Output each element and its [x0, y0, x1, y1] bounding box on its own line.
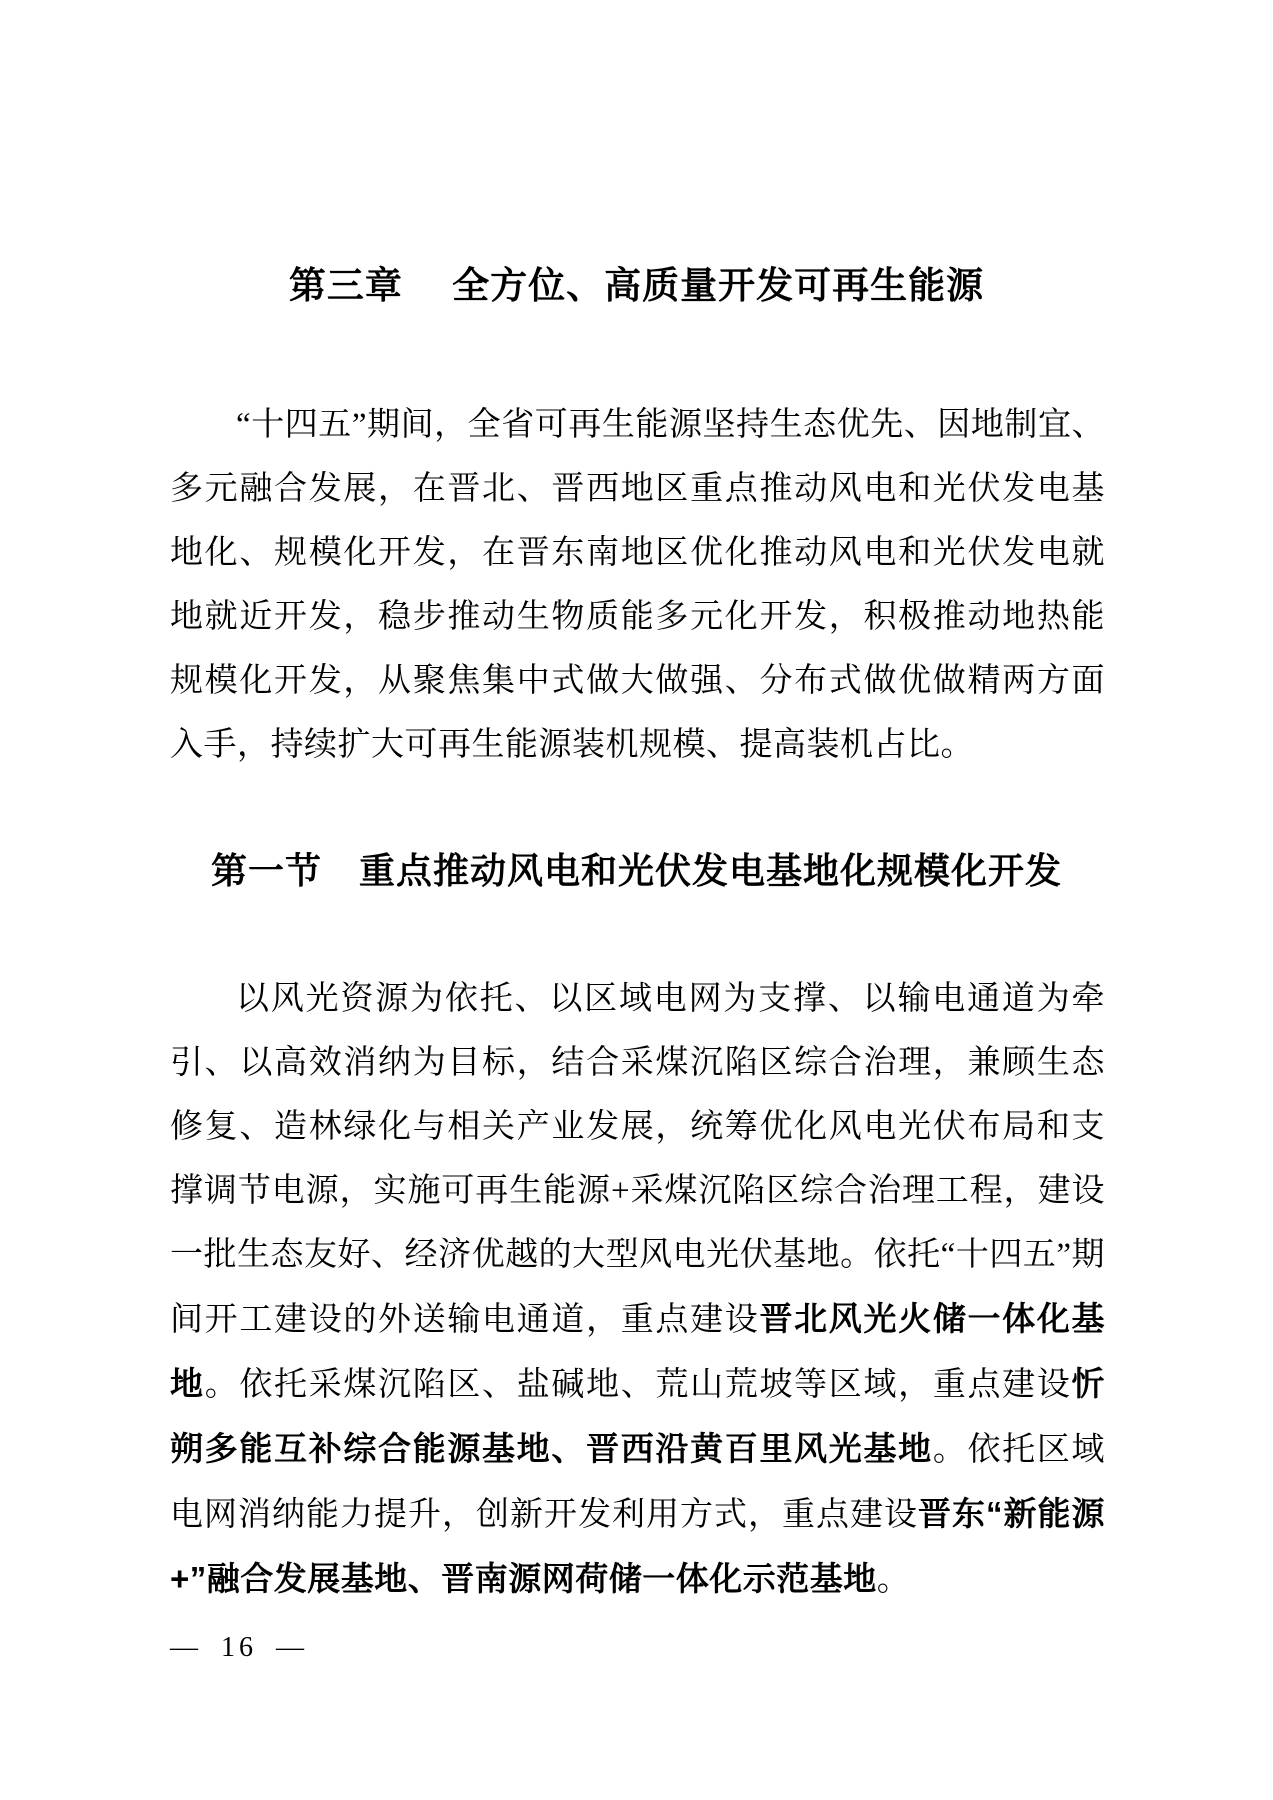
text-run-bold-base-name: 忻朔多能互补综合能源基地、晋西沿黄百里风光基地: [170, 1365, 1106, 1467]
paragraph-section-body: [170, 967, 1105, 1612]
page-number: — 16 —: [170, 1632, 308, 1663]
text-run-bold-base-name: 晋北风光火储一体化基地: [170, 1300, 1106, 1402]
section-title: 第一节 重点推动风电和光伏发电基地化规模化开发: [210, 849, 1062, 891]
paragraph-intro: “十四五”期间，全省可再生能源坚持生态优先、因地制宜、多元融合发展，在晋北、晋西地区重点推动风电和光伏发电基地化、规模化开发，在晋东南地区优化推动风电和光伏发电就地就近开发，稳步推动生物质能多元化开发，积极推动地热能规模化开发，从聚焦集中式做大做强、分布式做优做精两方面入手，持续扩大可再生能源装机规模、提高装机占比。: [170, 407, 1105, 763]
text-run: 以风光资源为依托、以区域电网为支撑、以输电通道为牵引、以高效消纳为目标，结合采煤沉陷区综合治理，兼顾生态修复、造林绿化与相关产业发展，统筹优化风电光伏布局和支撑调节电源，实施可再生能源+采煤沉陷区综合治理工程，建设一批生态友好、经济优越的大型风电光伏基地。依托“十四五”期间开工建设的外送输电通道，重点建设: [170, 981, 1105, 1338]
text-run: 。依托采煤沉陷区、盐碱地、荒山荒坡等区域，重点建设: [204, 1367, 1072, 1403]
text-run: 。: [876, 1562, 911, 1598]
chapter-title: 第三章 全方位、高质量开发可再生能源: [288, 264, 985, 306]
text-run-bold-base-name: 晋东“新能源+”融合发展基地、晋南源网荷储一体化示范基地: [170, 1495, 1105, 1597]
text-run: 。依托区域电网消纳能力提升，创新开发利用方式，重点建设: [170, 1432, 1106, 1533]
